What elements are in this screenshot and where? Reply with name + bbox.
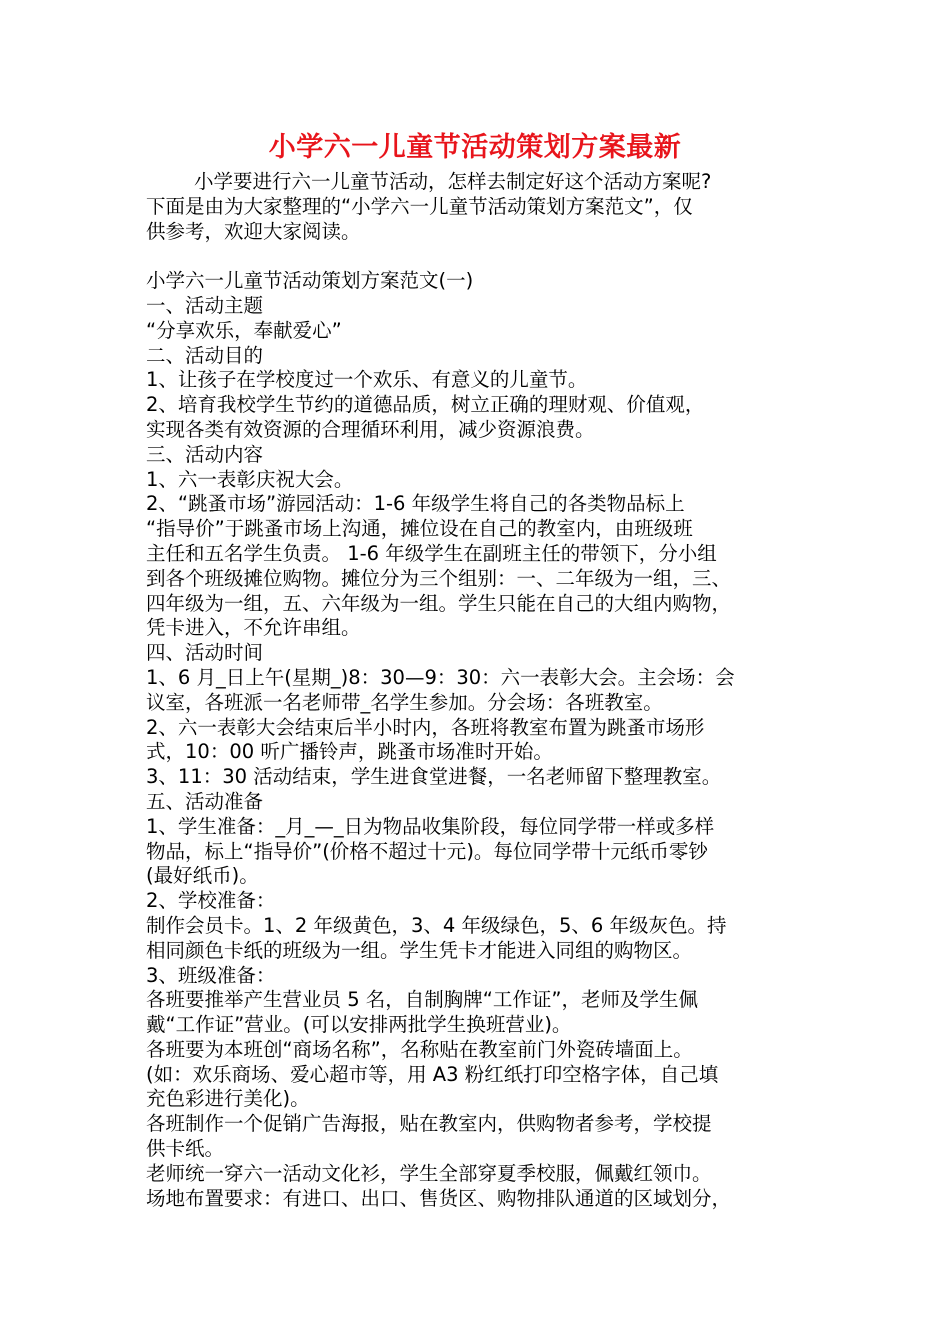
body-line: 实现各类有效资源的合理循环利用，减少资源浪费。 (146, 417, 595, 441)
body-line: (最好纸币)。 (146, 864, 259, 888)
body-line: 式，10：00 听广播铃声，跳蚤市场准时开始。 (146, 740, 553, 764)
body-line: 四年级为一组，五、六年级为一组。学生只能在自己的大组内购物， (146, 591, 732, 615)
body-line: 凭卡进入，不允许串组。 (146, 616, 361, 640)
intro-line: 下面是由为大家整理的“小学六一儿童节活动策划方案范文”，仅 (146, 194, 693, 218)
body-line: 相同颜色卡纸的班级为一组。学生凭卡才能进入同组的购物区。 (146, 938, 693, 962)
body-line: 戴“工作证”营业。(可以安排两批学生换班营业)。 (146, 1013, 572, 1037)
section-heading: 二、活动目的 (146, 343, 264, 367)
section-heading: 四、活动时间 (146, 641, 264, 665)
intro-line: 供参考，欢迎大家阅读。 (146, 219, 361, 243)
section-heading: 三、活动内容 (146, 442, 264, 466)
body-line: 2、学校准备： (146, 889, 276, 913)
body-line: “分享欢乐，奉献爱心” (146, 318, 342, 342)
body-line: 2、培育我校学生节约的道德品质，树立正确的理财观、价值观， (146, 393, 705, 417)
body-line: 各班要推举产生营业员 5 名，自制胸牌“工作证”，老师及学生佩 (146, 988, 699, 1012)
section-heading: 五、活动准备 (146, 789, 264, 813)
paragraph-gap (146, 244, 814, 269)
body-line: 3、11：30 活动结束，学生进食堂进餐，一名老师留下整理教室。 (146, 765, 722, 789)
body-line: 1、六一表彰庆祝大会。 (146, 467, 354, 491)
body-line: 1、6 月_日上午(星期_)8：30—9：30：六一表彰大会。主会场：会 (146, 665, 735, 689)
body-line: 2、“跳蚤市场”游园活动：1-6 年级学生将自己的各类物品标上 (146, 492, 685, 516)
body-line: 3、班级准备： (146, 963, 276, 987)
body-line: (如：欢乐商场、爱心超市等，用 A3 粉红纸打印空格字体，自己填 (146, 1062, 719, 1086)
body-line: 制作会员卡。1、2 年级黄色，3、4 年级绿色，5、6 年级灰色。持 (146, 913, 727, 937)
body-line: 2、六一表彰大会结束后半小时内，各班将教室布置为跳蚤市场形 (146, 715, 705, 739)
body-line: 物品，标上“指导价”(价格不超过十元)。每位同学带十元纸币零钞 (146, 839, 708, 863)
body-line: 到各个班级摊位购物。摊位分为三个组别：一、二年级为一组，三、 (146, 566, 732, 590)
intro-line: 小学要进行六一儿童节活动，怎样去制定好这个活动方案呢? (194, 170, 712, 193)
body-line: 1、学生准备：_月_—_日为物品收集阶段，每位同学带一样或多样 (146, 814, 715, 838)
body-line: 场地布置要求：有进口、出口、售货区、购物排队通道的区域划分， (146, 1186, 732, 1210)
body-line: 议室，各班派一名老师带_名学生参加。分会场：各班教室。 (146, 690, 663, 714)
section-heading: 小学六一儿童节活动策划方案范文(一) (146, 269, 474, 293)
body-line: 各班制作一个促销广告海报，贴在教室内，供购物者参考，学校提 (146, 1112, 712, 1136)
body-line: 主任和五名学生负责。 1-6 年级学生在副班主任的带领下，分小组 (146, 541, 717, 565)
body-line: “指导价”于跳蚤市场上沟通，摊位设在自己的教室内，由班级班 (146, 517, 693, 541)
body-line: 各班要为本班创“商场名称”，名称贴在教室前门外瓷砖墙面上。 (146, 1037, 693, 1061)
section-heading: 一、活动主题 (146, 293, 264, 317)
document-body (146, 170, 814, 1211)
body-line: 充色彩进行美化)。 (146, 1087, 310, 1111)
body-line: 老师统一穿六一活动文化衫，学生全部穿夏季校服，佩戴红领巾。 (146, 1161, 712, 1185)
document-title: 小学六一儿童节活动策划方案最新 (268, 132, 682, 163)
body-line: 供卡纸。 (146, 1137, 225, 1161)
body-line: 1、让孩子在学校度过一个欢乐、有意义的儿童节。 (146, 368, 588, 392)
